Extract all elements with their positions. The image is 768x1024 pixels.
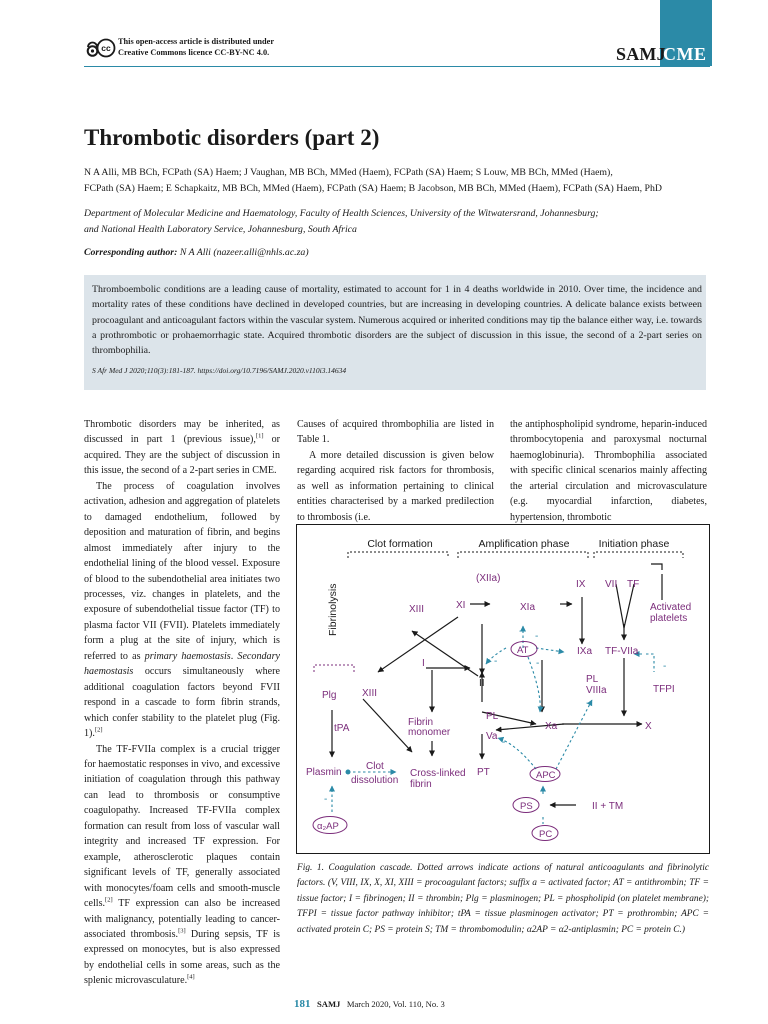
node-cross-linked-fibrin-2: fibrin xyxy=(410,779,432,790)
node-TF: TF xyxy=(627,579,640,590)
paragraph: The TF-FVIIa complex is a crucial trigger for haemostatic responses in vivo, and excessive initiation of coagulation through this pathway can lead to thrombosis or consumptive coagulopathy. Increased TF-FVIIa complex formation can result from loss of vascular wall integrity and increased TF expression. For example, atherosclerotic plaques contain significant levels of TF, generally associated with monocytes/foam cells and smooth-muscle cells.[2] TF expression can also be increased with malignancy, potentially leading to cancer-associated thrombosis.[3] During sepsis, TF is expressed on monocytes, but is also expressed by endothelial cells in some areas, such as the splenic microvasculature.[4] xyxy=(84,743,280,987)
citation-doi[interactable]: S Afr Med J 2020;110(3):181-187. https://doi.org/10.7196/SAMJ.2020.v110i3.14634 xyxy=(92,366,347,375)
section-name: CME xyxy=(663,44,707,64)
article-title: Thrombotic disorders (part 2) xyxy=(84,125,380,150)
node-PL-1: PL xyxy=(586,674,599,685)
license-line-1: This open-access article is distributed under xyxy=(118,37,275,46)
node-AT: AT xyxy=(517,645,529,656)
node-PS: PS xyxy=(520,801,533,812)
corresponding-author-label: Corresponding author: xyxy=(84,247,178,258)
node-clot-dissolution-1: Clot xyxy=(366,761,384,772)
inhibit-sign: - xyxy=(536,658,540,669)
node-cross-linked-fibrin-1: Cross-linked xyxy=(410,768,466,779)
node-TFPI: TFPI xyxy=(653,684,675,695)
node-APC: APC xyxy=(536,770,556,781)
node-tPA: tPA xyxy=(334,723,350,734)
inhibit-sign: - xyxy=(502,737,506,748)
footer-issue: March 2020, Vol. 110, No. 3 xyxy=(346,999,445,1009)
body-column-1 xyxy=(84,417,280,989)
node-I: I xyxy=(422,658,425,669)
node-XIII-mid: XIII xyxy=(362,688,378,699)
node-XIII-top: XIII xyxy=(409,604,425,615)
license-line-2: Creative Commons licence CC-BY-NC 4.0. xyxy=(118,47,270,57)
footer-journal: SAMJ xyxy=(316,999,341,1009)
node-activated-platelets-2: platelets xyxy=(650,613,688,624)
node-VIIIa: VIIIa xyxy=(586,685,607,696)
inhibit-sign: - xyxy=(324,794,328,805)
affiliation-line-2: and National Health Laboratory Service, Johannesburg, South Africa xyxy=(84,223,357,235)
inhibit-sign: - xyxy=(494,656,498,667)
node-a2AP: α₂AP xyxy=(317,821,339,832)
abstract-text: Thromboembolic conditions are a leading cause of mortality, estimated to account for 1 in 4 deaths worldwide in 2010. Over time, the incidence and mortality rates of these conditions have declined in developed countries, but are increasing in developing countries. A delicate balance exists between procoagulant and anticoagulant factors within the vascular system. Numerous acquired or inherited conditions may tip the balance either way, i.e. towards a prothrombotic or prohaemorrhagic state. Acquired thrombotic disorders are the subject of discussion in this issue, the second of a 2-part series on thrombophilia. xyxy=(92,284,702,357)
corresponding-author xyxy=(84,247,710,258)
node-VII: VII xyxy=(605,579,618,590)
paragraph: the antiphospholipid syndrome, heparin-induced thrombocytopenia and paroxysmal nocturnal haemoglobinuria). Thrombophilia associated with specific clinical scenarios mainly affecting the arterial circulation and microvasculature (e.g. myocardial infarction, diabetes, hypertension, thrombotic xyxy=(510,419,707,523)
node-Plasmin: Plasmin xyxy=(306,767,342,778)
paragraph: A more detailed discussion is given below regarding acquired risk factors for thrombosis, as well as information pertaining to clinical entities characterised by a marked predilection to thrombosis (i.e. xyxy=(297,449,494,523)
journal-name: SAMJ xyxy=(616,44,666,64)
node-fibrin-monomer-2: monomer xyxy=(408,727,451,738)
authors-line-2: FCPath (SA) Haem; E Schapkaitz, MB BCh, MMed (Haem), FCPath (SA) Haem; B Jacobson, MB BCh, MMed (Haem), FCPath (SA) Haem, PhD xyxy=(84,182,662,194)
inhibit-sign: - xyxy=(586,698,590,709)
fibrinolysis-bracket xyxy=(314,665,354,672)
open-access-cc-icon xyxy=(84,36,116,60)
paragraph: Thrombotic disorders may be inherited, as discussed in part 1 (previous issue),[1] or acquired. They are the subject of discussion in this issue, the second of a 2-part series in CME. xyxy=(84,419,280,477)
node-IX: IX xyxy=(576,579,586,590)
node-XI: XI xyxy=(456,600,466,611)
page-footer xyxy=(294,998,445,1010)
figure-caption: Fig. 1. Coagulation cascade. Dotted arrows indicate actions of natural anticoagulants and fibrinolytic factors. (V, VIII, IX, X, XI, XIII = procoagulant factors; suffix a = activated factor; AT = antithrombin; TF = tissue factor; I = fibrinogen; II = thrombin; Plg = plasminogen; PL = phospholipid (on platelet membrane); TFPI = tissue factor pathway inhibitor; tPA = tissue plasminogen activator; PT = prothrombin; APC = activated protein C; PS = protein S; TM = thrombomodulin; α2AP = α2-antiplasmin; PC = protein C.) xyxy=(297,863,709,935)
node-TF-VIIa: TF-VIIa xyxy=(605,646,639,657)
page-number: 181 xyxy=(294,998,311,1010)
node-XIa: XIa xyxy=(520,602,536,613)
node-X: X xyxy=(645,721,652,732)
coagulation-cascade-figure xyxy=(296,524,710,854)
fibrinolysis-label: Fibrinolysis xyxy=(327,583,339,636)
inhibit-sign: - xyxy=(663,661,667,672)
node-fibrin-monomer-1: Fibrin xyxy=(408,717,434,728)
node-PT: PT xyxy=(477,767,490,778)
author-list xyxy=(84,165,710,196)
node-II-TM: II + TM xyxy=(592,801,624,812)
phase-label-clot-formation: Clot formation xyxy=(367,538,433,550)
node-II: II xyxy=(479,678,485,689)
node-PL-2: PL xyxy=(486,711,499,722)
node-PC: PC xyxy=(539,829,553,840)
inhibit-sign: - xyxy=(535,631,539,642)
affiliation-line-1: Department of Molecular Medicine and Haematology, Faculty of Health Sciences, University of the Witwatersrand, Johannesburg; xyxy=(84,208,599,219)
body-column-3 xyxy=(510,417,707,525)
inhibit-sign: - xyxy=(519,626,523,637)
license-notice xyxy=(118,37,274,58)
node-clot-dissolution-2: dissolution xyxy=(351,775,399,786)
node-Xa: Xa xyxy=(545,721,558,732)
body-column-2 xyxy=(297,417,494,525)
paragraph: The process of coagulation involves activation, adhesion and aggregation of platelets to damaged endothelium, followed by deposition and maturation of fibrin, and begins almost immediately after injury to the endothelial lining of the blood vessel. Exposure of blood to the subendothelial area initiates two processes, viz. changes in platelets, and the exposure of subendothelial tissue factor (TF) to plasma factor VII (FVII). Platelets immediately form a plug at the site of injury, which is referred to as primary haemostasis. Secondary haemostasis occurs simultaneously where additional coagulation factors beyond FVII respond in a cascade to form fibrin strands, which confer stability to the platelet plug (Fig. 1).[2] xyxy=(84,480,281,740)
paragraph: Causes of acquired thrombophilia are listed in Table 1. xyxy=(297,419,494,446)
node-Plg: Plg xyxy=(322,690,337,701)
node-activated-platelets-1: Activated xyxy=(650,602,692,613)
svg-text:cc: cc xyxy=(101,43,111,54)
corresponding-author-email[interactable]: N A Alli (nazeer.alli@nhls.ac.za) xyxy=(179,247,309,258)
authors-line-1: N A Alli, MB BCh, FCPath (SA) Haem; J Vaughan, MB BCh, MMed (Haem), FCPath (SA) Haem; S Louw, MB BCh, MMed (Haem), xyxy=(84,167,613,178)
node-Va: Va xyxy=(486,731,498,742)
node-IXa: IXa xyxy=(577,646,593,657)
phase-label-initiation: Initiation phase xyxy=(598,538,670,550)
affiliation xyxy=(84,206,710,237)
header-rule xyxy=(84,66,710,67)
phase-label-amplification: Amplification phase xyxy=(478,538,570,550)
node-XIIa: (XIIa) xyxy=(476,573,501,584)
